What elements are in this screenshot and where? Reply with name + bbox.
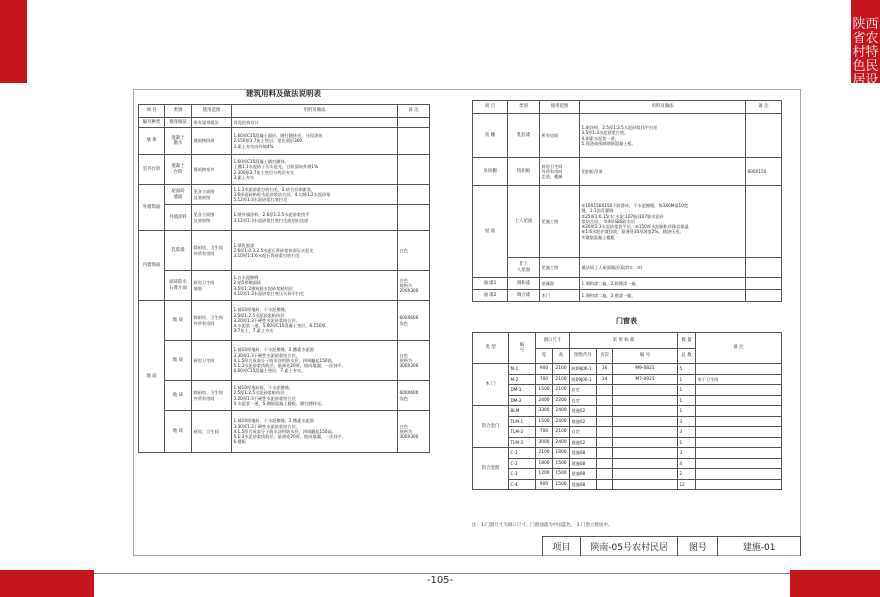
atlas-header: 图集代号 <box>570 349 597 364</box>
number-header: 编 号 <box>509 333 536 364</box>
row-code: M9-0821 <box>613 364 678 375</box>
row-page <box>597 395 613 406</box>
header-row <box>139 105 430 118</box>
row-method: 1.铺10厚地砖，干水泥擦缝，2.撒素水泥面 3.30厚1:3干硬性水泥砂浆结合层， 4.1.5厚合成高分子防水涂料防水层，四周翻起150高， 5.1:3水泥砂浆找坡层，最薄处20厚，坡向地漏，一次抹平。 6.楼板 <box>232 411 398 453</box>
row-item-label: 屋 面 <box>473 186 508 278</box>
row-number: M-2 <box>509 374 536 385</box>
row-number: TLM-1 <box>509 416 536 427</box>
row-page <box>597 385 613 396</box>
row-category: 乳胶漆 <box>165 231 192 271</box>
quantity-header: 数 量 <box>678 333 696 349</box>
row-quantity: 1 <box>678 374 696 385</box>
drawing-number-label: 图号 <box>678 537 718 556</box>
row-page <box>597 469 613 480</box>
row-method: 做法同上人屋面做法(取消①、②) <box>580 258 746 278</box>
row-note <box>696 406 782 417</box>
item-header: 项 目 <box>139 105 165 118</box>
row-number: C-4 <box>509 479 536 490</box>
row-scope: 厨房卫生间 墙面 <box>192 271 232 301</box>
table-row <box>473 427 782 438</box>
row-note: 白色 规格为200X300 <box>398 271 430 301</box>
standard-header: 采 用 标 准 <box>570 333 678 349</box>
row-category: 地 砖 <box>165 381 192 411</box>
row-page <box>597 406 613 417</box>
row-scope: 除厨房、卫生间 外所有房间 <box>192 231 232 271</box>
row-quantity: 5 <box>678 364 696 375</box>
row-note: 白色 <box>398 231 430 271</box>
row-note <box>398 205 430 231</box>
row-scope: 所有房间 <box>540 114 580 158</box>
row-category: 地 砖 <box>165 301 192 341</box>
row-method: 1.60厚C15混凝土随打随抹， 上撒1:1水泥砂子压实赶光，台阶面向外坡1% 2.300厚3:7灰土垫层分两层夯实 3.素土夯实 <box>232 155 398 185</box>
atlas-title: 陕西省农村特色民居设计图集 <box>852 17 879 116</box>
row-atlas: 建施02 <box>570 406 597 417</box>
row-item-label: 顶 棚 <box>473 114 508 158</box>
row-scope: 木门 <box>540 290 580 302</box>
row-method: 1.调和漆二遍，2.底漆一遍， <box>580 290 746 302</box>
row-note <box>696 416 782 427</box>
row-item-label: 油 漆1 <box>473 278 508 290</box>
row-code <box>613 385 678 396</box>
row-code <box>613 458 678 469</box>
table-row <box>473 364 782 375</box>
row-category: 地 砖 <box>165 411 192 453</box>
row-item-label: 油 漆2 <box>473 290 508 302</box>
row-height: 1500 <box>553 469 570 480</box>
row-quantity: 1 <box>678 437 696 448</box>
table-row <box>139 231 430 271</box>
row-quantity: 1 <box>678 385 696 396</box>
row-width: 1500 <box>536 385 553 396</box>
row-method: 1.铺10厚地砖板，干水泥擦缝， 2.5厚1:2.5水泥砂浆粘结层 3.20厚1:3干硬性水泥砂浆结合层 4.水泥浆一道，5.钢筋混凝土楼板，随打随抹光。 <box>232 381 398 411</box>
row-height: 2200 <box>553 395 570 406</box>
row-note: 600X150 <box>746 158 782 186</box>
project-label: 项目 <box>543 537 581 556</box>
row-category: 混凝土 散水 <box>165 128 192 155</box>
group-type-label: 铝合金门 <box>473 406 509 448</box>
row-category: 上人屋面 <box>508 186 540 258</box>
row-category: 外墙涂料 <box>165 205 192 231</box>
row-method: 1.铺10厚地砖，干水泥擦缝，2.撒素水泥面 3.30厚1:3干硬性水泥砂浆结合层， 4.1.5厚合成高分子防水涂料防水层，四周翻起150高， 5.1:3水泥砂浆找坡层，最薄处20厚，坡向地漏，一次抹平。 6.60厚C15混凝土垫层，7.素土夯实。 <box>232 341 398 381</box>
row-item-label: 地 面 <box>139 301 165 453</box>
row-width: 900 <box>536 364 553 375</box>
corner-band-top-left <box>0 0 27 83</box>
row-height: 2100 <box>553 374 570 385</box>
row-number: BLM <box>509 406 536 417</box>
row-note <box>746 114 782 158</box>
row-category: 面砖防水 石膏片面 <box>165 271 192 301</box>
row-category: 乳胶漆 <box>508 114 540 158</box>
row-page: 14 <box>597 374 613 385</box>
row-height: 1500 <box>553 458 570 469</box>
row-scope: 见各立面图 及效果图 <box>192 185 232 205</box>
row-number: DM-2 <box>509 395 536 406</box>
row-note: 用于卫生间 <box>696 374 782 385</box>
row-scope: 厨房、卫生间 <box>192 411 232 453</box>
category-header: 类别 <box>165 105 192 118</box>
table-row <box>139 301 430 341</box>
row-code <box>613 416 678 427</box>
row-note <box>746 278 782 290</box>
row-code <box>613 479 678 490</box>
row-atlas: 陕09J06-1 <box>570 364 597 375</box>
row-note <box>696 458 782 469</box>
method-header: 用料及做法 <box>580 101 746 114</box>
row-quantity: 12 <box>678 479 696 490</box>
table-row <box>473 158 782 186</box>
row-method: 1.调和漆二遍，2.防锈漆一遍， <box>580 278 746 290</box>
drawing-number: 建施-01 <box>718 537 801 556</box>
row-number: C-3 <box>509 469 536 480</box>
row-method: 1.白水泥擦缝 2.贴5厚釉面砖 3.5厚1:2建筑胶水泥砂浆粘结层 4.10厚1:3水泥砂浆打底压实抹平扫毛 <box>232 271 398 301</box>
row-note: 白色 规格为300X300 <box>398 411 430 453</box>
row-number: C-1 <box>509 448 536 459</box>
row-width: 2100 <box>536 448 553 459</box>
row-quantity: 3 <box>678 416 696 427</box>
row-note <box>746 258 782 278</box>
row-width: 700 <box>536 374 553 385</box>
table-row <box>139 381 430 411</box>
table-row <box>473 258 782 278</box>
row-atlas: 建施08 <box>570 458 597 469</box>
total-header: 总 数 <box>678 349 696 364</box>
materials-table-title: 建筑用料及做法说明表 <box>246 89 321 98</box>
row-atlas: 建施08 <box>570 469 597 480</box>
row-category: 调和漆 <box>508 278 540 290</box>
row-width: 2400 <box>536 395 553 406</box>
row-atlas: 建施08 <box>570 479 597 490</box>
row-height: 2400 <box>553 437 570 448</box>
row-note <box>398 128 430 155</box>
table-row <box>473 416 782 427</box>
table-row <box>139 205 430 231</box>
row-code: M7-0921 <box>613 374 678 385</box>
row-category: 墙身做法 <box>165 118 192 128</box>
row-scope: 见施工图 <box>540 258 580 278</box>
row-method: 1.铺10厚地砖，干水泥擦缝。 2.5厚1:2.5水泥砂浆粘结层 3.20厚1:3干硬性水泥砂浆结合层， 4.水泥浆一道，5.60厚C15混凝土垫层，6.150厚 3:7灰土，7.素土夯实 <box>232 301 398 341</box>
row-width: 1200 <box>536 469 553 480</box>
row-atlas: 建施02 <box>570 416 597 427</box>
row-height: 2100 <box>553 385 570 396</box>
item-header: 项 目 <box>473 101 508 114</box>
row-code <box>613 427 678 438</box>
row-note <box>398 185 430 205</box>
row-scope: 金属面 <box>540 278 580 290</box>
type-header: 类 型 <box>473 333 509 364</box>
table-row <box>139 271 430 301</box>
row-height: 1500 <box>553 479 570 490</box>
row-note <box>398 118 430 128</box>
row-width: 3000 <box>536 437 553 448</box>
row-quantity: 4 <box>678 458 696 469</box>
row-note: 600X600 浅色 <box>398 301 430 341</box>
row-method: 1.喷乳胶漆 2.6厚1:0.3:2.5水泥石膏砂浆抹面压实赶光 3.10厚1:1:6水泥石膏砂浆打底扫毛 <box>232 231 398 271</box>
row-number: DM-1 <box>509 385 536 396</box>
door-window-footnote: 注：1.门窗尺寸为洞口尺寸，门窗油漆为中国蓝色， 2.门窗立樘居中。 <box>472 523 613 528</box>
group-type-label: 铝合金窗 <box>473 448 509 490</box>
row-note <box>746 290 782 302</box>
row-note <box>398 155 430 185</box>
row-method: 铝扣板吊顶 <box>580 158 746 186</box>
table-row <box>473 479 782 490</box>
row-category: 非上 人屋面 <box>508 258 540 278</box>
row-atlas: 自定 <box>570 385 597 396</box>
size-header: 洞口尺寸 <box>536 333 570 349</box>
row-scope: 见各立面图 及效果图 <box>192 205 232 231</box>
row-note: 白色 规格为300X300 <box>398 341 430 381</box>
row-scope: 建筑物室外 <box>192 155 232 185</box>
row-scope: 厨房卫生间 <box>192 341 232 381</box>
door-window-table <box>472 332 782 490</box>
row-category: 铝扣板 <box>508 158 540 186</box>
row-code <box>613 395 678 406</box>
height-header: 高 <box>553 349 570 364</box>
row-item-label: 室外台阶 <box>139 155 165 185</box>
table-row <box>473 469 782 480</box>
row-code <box>613 437 678 448</box>
row-atlas: 陕09J06-1 <box>570 374 597 385</box>
row-note <box>696 427 782 438</box>
table-row <box>473 448 782 459</box>
row-quantity: 1 <box>678 406 696 417</box>
row-note <box>696 469 782 480</box>
row-page <box>597 448 613 459</box>
row-code <box>613 448 678 459</box>
scope-header: 使用范围 <box>540 101 580 114</box>
row-number: C-2 <box>509 458 536 469</box>
title-block <box>542 536 801 556</box>
table-row <box>473 114 782 158</box>
row-quantity: 3 <box>678 448 696 459</box>
row-item-label: 编号种类 <box>139 118 165 128</box>
row-width: 1500 <box>536 416 553 427</box>
row-note: 600X600 浅色 <box>398 381 430 411</box>
table-row <box>139 155 430 185</box>
row-quantity: 2 <box>678 469 696 480</box>
row-quantity: 1 <box>678 395 696 406</box>
row-height: 2400 <box>553 416 570 427</box>
category-header: 类别 <box>508 101 540 114</box>
row-scope: 除厨房、卫生间 外所有房间 <box>192 381 232 411</box>
table-row <box>139 118 430 128</box>
row-note <box>696 385 782 396</box>
table-row <box>473 186 782 258</box>
table-row <box>473 374 782 385</box>
row-scope: 建筑物四周 <box>192 128 232 155</box>
width-header: 宽 <box>536 349 553 364</box>
table-row <box>473 395 782 406</box>
row-method: 1.60厚C15混凝土面层，随打随抹光，分段浇筑 2.150厚3:7灰土垫层，宽出面层300 3.素土夯实向外坡4% <box>232 128 398 155</box>
row-width: 1800 <box>536 458 553 469</box>
table-row <box>473 290 782 302</box>
row-atlas: 自定 <box>570 427 597 438</box>
row-width: 900 <box>536 479 553 490</box>
row-atlas: 建施08 <box>570 448 597 459</box>
row-note <box>746 186 782 258</box>
row-number: M-1 <box>509 364 536 375</box>
table-row <box>473 385 782 396</box>
row-note <box>696 395 782 406</box>
row-scope: 除厨房、卫生间 外所有房间 <box>192 301 232 341</box>
row-atlas: 自定 <box>570 395 597 406</box>
row-item-label: 墙 体 <box>139 128 165 155</box>
door-window-table-title: 门窗表 <box>616 317 637 325</box>
row-height: 2100 <box>553 427 570 438</box>
note-header: 备 注 <box>746 101 782 114</box>
row-height: 2100 <box>553 364 570 375</box>
table-row <box>473 406 782 417</box>
row-atlas: 建施02 <box>570 437 597 448</box>
note-header: 备 注 <box>398 105 430 118</box>
row-method: ①10X150X150不防滑砖，干水泥擦缝，每3X6M留10宽 缝，1:1沥青灌缝 ②25厚1:0.15(水:水泥:107胶)107胶水泥砂 浆结合层， ③4厚SBS防水层 ④20厚1:3水泥砂浆找平层，⑤150厚水泥膨胀珍珠岩保温 ⑥1:6水泥炉渣找坡，最薄处30厚坡度2%，随浇压光。 ⑦钢筋混凝土楼板 <box>580 186 746 258</box>
group-type-label: 木 门 <box>473 364 509 406</box>
table-row <box>139 128 430 155</box>
header-row <box>473 333 782 349</box>
materials-table-left <box>138 104 430 453</box>
header-row <box>473 101 782 114</box>
row-scope: 见施工图 <box>540 186 580 258</box>
row-scope: 所有墙身做法 <box>192 118 232 128</box>
table-row <box>473 278 782 290</box>
page-number: -105- <box>426 575 454 586</box>
row-width: 700 <box>536 427 553 438</box>
page-header: 页次 <box>597 349 613 364</box>
row-item-label: 吊顶棚 <box>473 158 508 186</box>
table-row <box>139 411 430 453</box>
method-header: 用料及做法 <box>232 105 398 118</box>
row-method: 详见结构设计 <box>232 118 398 128</box>
table-row <box>473 437 782 448</box>
row-number: TLM-2 <box>509 427 536 438</box>
row-page <box>597 479 613 490</box>
row-category: 地 砖 <box>165 341 192 381</box>
row-height: 1800 <box>553 448 570 459</box>
note-header: 备 注 <box>696 333 782 364</box>
row-page <box>597 437 613 448</box>
table-row <box>139 341 430 381</box>
project-name: 陕南-05号农村民居 <box>581 537 679 556</box>
row-item-label: 内墙饰面 <box>139 231 165 301</box>
table-row <box>139 185 430 205</box>
row-note <box>696 364 782 375</box>
row-code <box>613 406 678 417</box>
code-header: 编 号 <box>613 349 678 364</box>
table-row <box>473 458 782 469</box>
row-page <box>597 427 613 438</box>
row-item-label: 外墙饰面 <box>139 185 165 231</box>
row-quantity: 3 <box>678 427 696 438</box>
row-note <box>696 479 782 490</box>
row-method: 1.喷外墙涂料，2.6厚1:2.5水泥砂浆找平 3.12厚1:3水泥砂浆打底扫毛或划出纹道 <box>232 205 398 231</box>
row-method: 1.1:3水泥砂浆打底扫毛，2.结合层刷素浆， 3.6厚面砖粘贴水泥砂浆结合层，4.勾缝1:2水泥砂浆 5.12厚1:3水泥砂浆打底扫毛 <box>232 185 398 205</box>
row-category: 屋面砖 墙面 <box>165 185 192 205</box>
row-category: 调合漆 <box>508 290 540 302</box>
row-height: 2400 <box>553 406 570 417</box>
row-page <box>597 458 613 469</box>
row-note <box>696 448 782 459</box>
row-number: TLM-3 <box>509 437 536 448</box>
row-page: 16 <box>597 364 613 375</box>
row-page <box>597 416 613 427</box>
row-method: 1.刷涂料，2.5厚1:2.5水泥砂浆找平扫毛 3.5厚1:3水泥砂浆打底， 4.刷素水泥浆一道， 5.现浇或预制钢筋混凝土板。 <box>580 114 746 158</box>
row-category: 混凝土 台阶 <box>165 155 192 185</box>
row-code <box>613 469 678 480</box>
scope-header: 使用范围 <box>192 105 232 118</box>
row-scope: 厨房卫生间 外所有房间 走道、楼梯 <box>540 158 580 186</box>
materials-table-right <box>472 100 782 302</box>
row-width: 3300 <box>536 406 553 417</box>
row-note <box>696 437 782 448</box>
bottom-rule <box>94 573 790 574</box>
